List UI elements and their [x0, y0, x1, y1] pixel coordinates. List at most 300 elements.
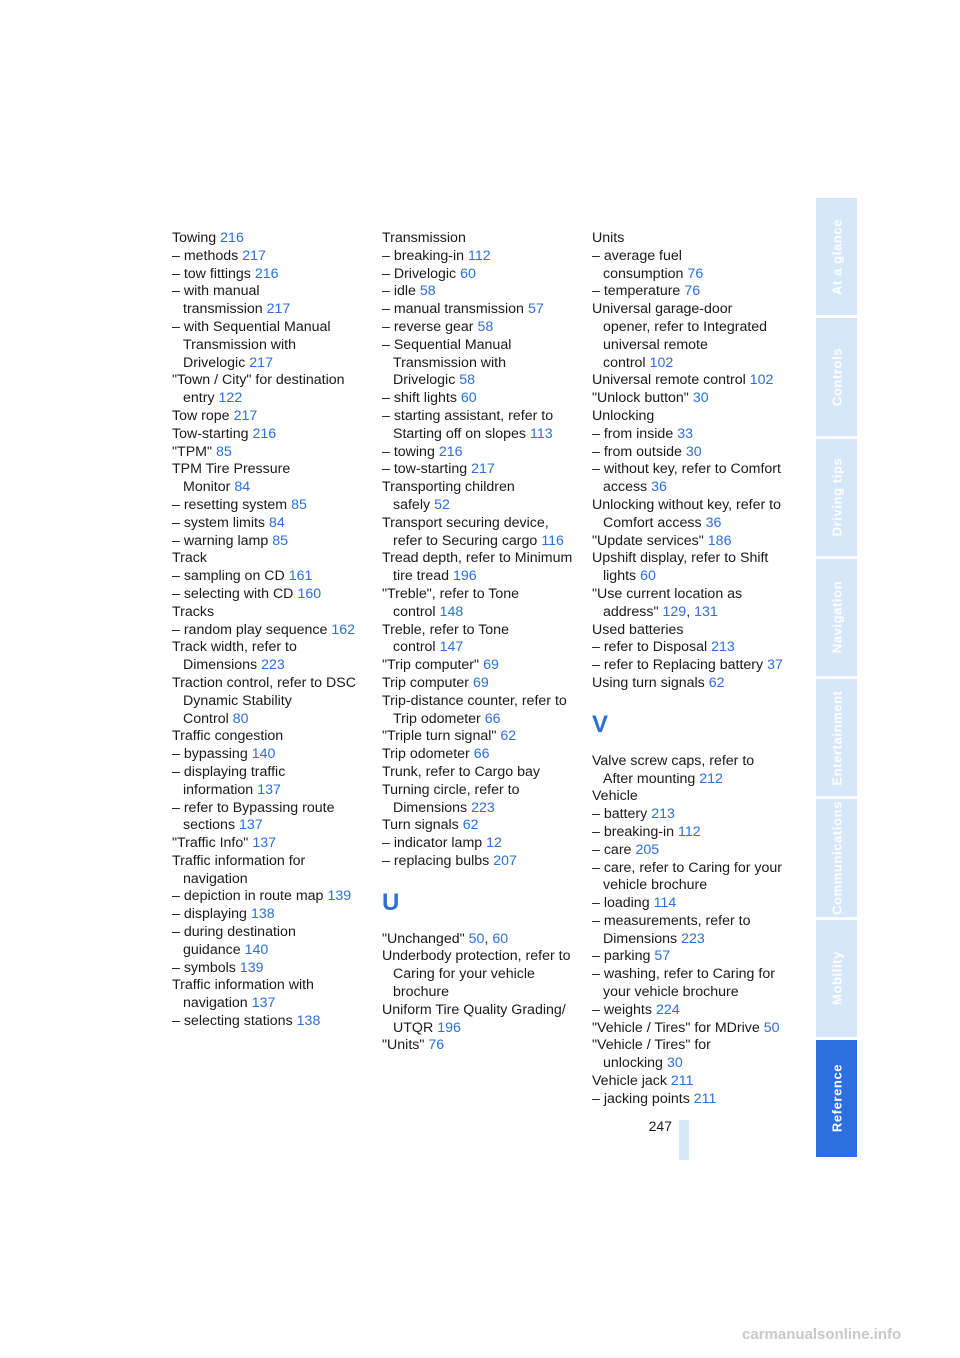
page-link[interactable]: 147 [439, 639, 464, 656]
index-column-2 [382, 230, 582, 1055]
entry-text: – with manual [172, 283, 260, 300]
page-link[interactable]: 137 [239, 817, 263, 834]
entry-text: – refer to Disposal [592, 639, 708, 656]
page-link[interactable]: 30 [692, 390, 709, 407]
entry-text: consumption [603, 265, 684, 282]
page-link[interactable]: 58 [419, 283, 436, 300]
index-entry [172, 461, 372, 497]
page-link[interactable]: 85 [291, 496, 307, 513]
entry-text: Unlocking without key, refer to [592, 496, 781, 513]
entry-text: – reverse gear [382, 318, 474, 335]
entry-text: universal remote [603, 336, 708, 353]
index-entry [382, 931, 582, 949]
index-entry [592, 301, 792, 372]
index-entry [382, 586, 582, 622]
page-link[interactable]: 224 [655, 1001, 680, 1018]
entry-text: transmission [183, 301, 263, 318]
section-letter: V [592, 710, 609, 738]
entry-text: – tow fittings [172, 265, 251, 282]
tab-navigation[interactable] [816, 559, 857, 676]
index-entry [382, 515, 582, 551]
entry-text: entry [183, 390, 215, 407]
page-number-bar [679, 1120, 689, 1160]
index-entry [382, 693, 582, 729]
page-separator: , [484, 930, 489, 947]
index-entry [382, 728, 582, 746]
page-link[interactable]: 137 [252, 835, 276, 852]
page-link[interactable]: 217 [249, 354, 273, 371]
page-link[interactable]: 76 [687, 265, 704, 282]
entry-text: Units [592, 230, 625, 246]
page-link[interactable]: 211 [693, 1090, 717, 1107]
index-entry [172, 675, 372, 728]
page-link[interactable]: 213 [651, 806, 675, 823]
index-entry [172, 319, 372, 372]
entry-text: "Triple turn signal" [382, 728, 497, 745]
page-link[interactable]: 37 [767, 657, 783, 674]
index-entry [592, 913, 792, 949]
index-entry [382, 622, 582, 658]
index-entry [592, 248, 792, 284]
index-entry [172, 533, 372, 551]
entry-text: – from outside [592, 443, 682, 460]
tab-label: Entertainment [829, 690, 844, 786]
index-entry [172, 586, 372, 604]
page-link[interactable]: 52 [434, 496, 450, 513]
page-link[interactable]: 186 [707, 532, 732, 549]
tab-driving-tips[interactable] [816, 439, 857, 556]
page-link[interactable]: 216 [254, 265, 279, 282]
page-link[interactable]: 217 [266, 301, 291, 318]
tab-controls[interactable] [816, 318, 857, 435]
entry-text: control [603, 354, 646, 371]
index-entry [172, 977, 372, 1013]
index-column-1 [172, 230, 372, 1031]
tab-label: Controls [829, 347, 844, 406]
entry-text: – with Sequential Manual [172, 318, 331, 335]
tab-label: Mobility [829, 951, 844, 1006]
entry-text: safely [393, 496, 431, 513]
index-entry [382, 1002, 582, 1038]
entry-text: – average fuel [592, 247, 682, 264]
page-link[interactable]: 60 [460, 265, 476, 282]
entry-text: Trunk, refer to Cargo bay [382, 763, 540, 780]
entry-text: – during destination [172, 924, 296, 941]
tab-label: Navigation [829, 581, 844, 654]
entry-text: Starting off on slopes [393, 425, 527, 442]
entry-text: "Vehicle / Tires" for MDrive [592, 1019, 760, 1036]
entry-text: After mounting [603, 770, 696, 787]
entry-text: Tracks [172, 603, 215, 620]
index-entry [382, 657, 582, 675]
entry-text: Comfort access [603, 514, 702, 531]
page-link[interactable]: 66 [484, 710, 501, 727]
entry-text: – resetting system [172, 496, 288, 513]
entry-text: "Traffic Info" [172, 835, 249, 852]
index-entry [382, 675, 582, 693]
entry-text: – refer to Bypassing route [172, 799, 335, 816]
tab-at-a-glance[interactable] [816, 198, 857, 315]
page-link[interactable]: 196 [453, 568, 477, 585]
page-link[interactable]: 102 [649, 354, 674, 371]
page-link[interactable]: 76 [428, 1037, 445, 1054]
page-link[interactable]: 60 [492, 930, 509, 947]
page-link[interactable]: 58 [477, 318, 494, 335]
index-entry [592, 824, 792, 842]
entry-text: Traffic information for [172, 852, 306, 869]
entry-text: information [183, 781, 254, 798]
index-entry [592, 657, 792, 675]
index-entry [172, 853, 372, 889]
index-entry [172, 924, 372, 960]
page-link[interactable]: 30 [685, 443, 702, 460]
entry-text: control [393, 603, 436, 620]
index-entry [172, 515, 372, 533]
index-entry [172, 622, 372, 640]
page-link[interactable]: 122 [218, 390, 243, 407]
page-link[interactable]: 212 [699, 770, 723, 787]
entry-text: – refer to Replacing battery [592, 657, 764, 674]
entry-text: Unlocking [592, 407, 655, 424]
page-link[interactable]: 131 [694, 603, 718, 620]
index-entry [382, 266, 582, 284]
entry-text: address" [603, 603, 659, 620]
page-link[interactable]: 62 [500, 728, 517, 745]
index-entry [172, 888, 372, 906]
entry-text: – towing [382, 443, 435, 460]
index-entry [172, 1013, 372, 1031]
entry-text: "Units" [382, 1037, 425, 1054]
page-link[interactable]: 162 [331, 621, 356, 638]
index-entry [382, 550, 582, 586]
entry-text: – loading [592, 895, 650, 912]
page-link[interactable]: 129 [662, 603, 687, 620]
page-link[interactable]: 138 [296, 1013, 321, 1030]
index-entry [172, 800, 372, 836]
chapter-tabs [816, 198, 857, 1160]
entry-text: Upshift display, refer to Shift [592, 550, 769, 567]
index-entry [382, 746, 582, 764]
index-entry [172, 248, 372, 266]
tab-label: Communications [829, 800, 844, 915]
page-link[interactable]: 112 [468, 247, 491, 264]
index-entry [172, 230, 372, 248]
entry-text: Dimensions [393, 799, 468, 816]
index-entry [592, 948, 792, 966]
page-link[interactable]: 217 [242, 247, 266, 264]
entry-text: sections [183, 817, 236, 834]
index-entry [172, 906, 372, 924]
page-link[interactable]: 223 [261, 657, 285, 674]
tab-label: Reference [829, 1064, 844, 1133]
tab-mobility[interactable] [816, 920, 857, 1037]
tab-reference[interactable] [816, 1040, 857, 1157]
index-entry [592, 639, 792, 657]
index-entry [592, 533, 792, 551]
entry-text: Drivelogic [393, 372, 456, 389]
entry-text: Dimensions [183, 657, 258, 674]
entry-text: – care, refer to Caring for your [592, 859, 783, 876]
index-entry [592, 675, 792, 693]
entry-text: – measurements, refer to [592, 912, 751, 929]
entry-text: – shift lights [382, 390, 457, 407]
page-link[interactable]: 76 [684, 283, 701, 300]
entry-text: – random play sequence [172, 621, 328, 638]
index-entry [172, 639, 372, 675]
entry-text: – bypassing [172, 746, 248, 763]
entry-text: Towing [172, 230, 217, 246]
index-entry [172, 604, 372, 622]
index-entry [592, 842, 792, 860]
entry-text: – starting assistant, refer to [382, 407, 554, 424]
index-entry [592, 390, 792, 408]
entry-text: Traffic information with [172, 977, 314, 994]
index-entry [172, 550, 372, 568]
entry-text: your vehicle brochure [603, 984, 739, 1001]
entry-text: UTQR [393, 1019, 434, 1036]
page-link[interactable]: 36 [651, 479, 667, 496]
index-entry [382, 230, 582, 248]
index-entry [382, 948, 582, 1001]
entry-text: – weights [592, 1001, 652, 1018]
page-link[interactable]: 12 [486, 835, 502, 852]
entry-text: Traffic congestion [172, 728, 284, 745]
page-link[interactable]: 216 [438, 443, 463, 460]
entry-text: "Update services" [592, 532, 704, 549]
page-link[interactable]: 139 [239, 959, 264, 976]
page-link[interactable]: 69 [473, 674, 489, 691]
index-entry [592, 753, 792, 789]
entry-text: "Trip computer" [382, 657, 480, 674]
index-entry [172, 266, 372, 284]
index-entry [172, 835, 372, 853]
index-entry [592, 283, 792, 301]
entry-text: – from inside [592, 425, 674, 442]
page-link[interactable]: 217 [233, 407, 258, 424]
page-link[interactable]: 213 [711, 639, 735, 656]
page-link[interactable]: 69 [483, 657, 499, 674]
entry-text: brochure [393, 984, 449, 1001]
index-entry [592, 895, 792, 913]
index-entry [592, 461, 792, 497]
entry-text: – idle [382, 283, 416, 300]
index-entry [592, 426, 792, 444]
page-link[interactable]: 50 [468, 930, 485, 947]
entry-text: navigation [183, 870, 248, 887]
entry-text: guidance [183, 941, 241, 958]
page-link[interactable]: 57 [654, 948, 671, 965]
entry-text: – temperature [592, 283, 681, 300]
entry-text: "Use current location as [592, 585, 743, 602]
entry-text: – selecting with CD [172, 585, 294, 602]
entry-text: refer to Securing cargo [393, 532, 538, 549]
entry-text: – methods [172, 247, 239, 264]
entry-text: lights [603, 568, 637, 585]
page-link[interactable]: 223 [681, 930, 705, 947]
tab-entertainment[interactable] [816, 679, 857, 796]
entry-text: Vehicle jack [592, 1073, 667, 1090]
index-entry [382, 444, 582, 462]
entry-text: – replacing bulbs [382, 852, 490, 869]
page-link[interactable]: 140 [251, 746, 276, 763]
page-link[interactable]: 85 [272, 532, 288, 549]
index-entry [382, 853, 582, 871]
entry-text: Dynamic Stability [183, 692, 292, 709]
index-entry [592, 860, 792, 896]
entry-text: – tow-starting [382, 461, 468, 478]
index-entry [592, 966, 792, 1002]
entry-text: Trip computer [382, 674, 469, 691]
entry-text: – indicator lamp [382, 835, 483, 852]
index-entry [172, 728, 372, 746]
index-entry [382, 817, 582, 835]
entry-text: Transmission with [183, 336, 297, 353]
index-entry [592, 1020, 792, 1038]
entry-text: Tow-starting [172, 425, 249, 442]
index-entry [172, 426, 372, 444]
entry-text: Used batteries [592, 621, 684, 638]
entry-text: Transmission [382, 230, 466, 246]
section-letter: U [382, 888, 400, 916]
entry-text: Trip odometer [382, 746, 470, 763]
page-link[interactable]: 216 [220, 230, 244, 246]
page-link[interactable]: 36 [705, 514, 722, 531]
page-link[interactable]: 62 [708, 674, 725, 691]
page-number: 247 [648, 1118, 672, 1134]
entry-text: Dimensions [603, 930, 678, 947]
entry-text: Caring for your vehicle [393, 966, 535, 983]
index-entry [592, 372, 792, 390]
page-link[interactable]: 216 [252, 425, 277, 442]
index-entry [382, 764, 582, 782]
entry-text: Turning circle, refer to [382, 781, 520, 798]
entry-text: "Treble", refer to Tone [382, 585, 520, 602]
page-link[interactable]: 140 [244, 941, 269, 958]
entry-text: Universal remote control [592, 372, 746, 389]
entry-text: – breaking-in [382, 247, 465, 264]
entry-text: – Drivelogic [382, 265, 457, 282]
entry-text: unlocking [603, 1055, 663, 1072]
page-separator: , [686, 603, 691, 620]
page-link[interactable]: 60 [640, 568, 656, 585]
entry-text: – manual transmission [382, 301, 524, 318]
watermark: carmanualsonline.info [742, 1326, 902, 1343]
page-link[interactable]: 137 [257, 781, 281, 798]
index-entry [382, 479, 582, 515]
index-entry [592, 788, 792, 806]
page-link[interactable]: 211 [670, 1073, 694, 1090]
entry-text: access [603, 479, 648, 496]
tab-communications[interactable] [816, 799, 857, 916]
page-link[interactable]: 207 [493, 852, 517, 869]
page-link[interactable]: 58 [459, 372, 476, 389]
entry-text: Transport securing device, [382, 514, 549, 531]
page-link[interactable]: 84 [269, 514, 285, 531]
page-link[interactable]: 62 [462, 817, 479, 834]
entry-text: Transmission with [393, 354, 507, 371]
index-entry [172, 444, 372, 462]
index-entry [592, 1002, 792, 1020]
index-entry [592, 1037, 792, 1073]
index-entry [382, 248, 582, 266]
entry-text: – breaking-in [592, 823, 675, 840]
index-entry [172, 960, 372, 978]
page-link[interactable]: 148 [439, 603, 464, 620]
page-link[interactable]: 85 [216, 443, 232, 460]
entry-text: Universal garage-door [592, 301, 733, 318]
page-link[interactable]: 50 [763, 1019, 780, 1036]
page-link[interactable]: 60 [460, 390, 477, 407]
page-link[interactable]: 102 [749, 372, 774, 389]
index-entry [382, 390, 582, 408]
entry-text: – care [592, 841, 632, 858]
page-link[interactable]: 223 [471, 799, 495, 816]
page-link[interactable]: 66 [473, 746, 490, 763]
page-link[interactable]: 139 [327, 888, 352, 905]
entry-text: control [393, 639, 436, 656]
tab-label: At a glance [829, 218, 844, 295]
page-link[interactable]: 57 [527, 301, 544, 318]
entry-text: "Unlock button" [592, 390, 689, 407]
index-entry [172, 764, 372, 800]
entry-text: – sampling on CD [172, 568, 285, 585]
page-link[interactable]: 30 [666, 1055, 683, 1072]
index-entry [592, 806, 792, 824]
page-link[interactable]: 113 [530, 425, 553, 442]
page-link[interactable]: 137 [251, 995, 276, 1012]
entry-text: Monitor [183, 479, 231, 496]
page-link[interactable]: 114 [653, 895, 677, 912]
entry-text: – displaying traffic [172, 763, 286, 780]
index-entry [592, 1091, 792, 1109]
page-link[interactable]: 112 [678, 823, 701, 840]
page-link[interactable]: 138 [250, 906, 275, 923]
entry-text: Tow rope [172, 407, 230, 424]
index-entry [172, 408, 372, 426]
index-entry [382, 301, 582, 319]
index-entry [172, 568, 372, 586]
index-entry [382, 1037, 582, 1055]
page-link[interactable]: 217 [471, 461, 495, 478]
entry-text: – symbols [172, 959, 236, 976]
page-link[interactable]: 80 [232, 710, 249, 727]
index-column-3 [592, 230, 792, 1109]
index-entry [382, 461, 582, 479]
page-link[interactable]: 84 [234, 479, 251, 496]
index-entry [382, 782, 582, 818]
entry-text: vehicle brochure [603, 877, 708, 894]
page-link[interactable]: 116 [541, 532, 564, 549]
entry-text: tire tread [393, 568, 449, 585]
index-entry [172, 372, 372, 408]
entry-text: Uniform Tire Quality Grading/ [382, 1001, 566, 1018]
page-link[interactable]: 205 [635, 841, 660, 858]
entry-text: Using turn signals [592, 674, 705, 691]
entry-text: – Sequential Manual [382, 336, 512, 353]
entry-text: – warning lamp [172, 532, 269, 549]
page-link[interactable]: 33 [677, 425, 693, 442]
page-link[interactable]: 196 [437, 1019, 461, 1036]
page-link[interactable]: 160 [297, 585, 322, 602]
index-entry [592, 497, 792, 533]
entry-text: – system limits [172, 514, 266, 531]
page-link[interactable]: 161 [288, 568, 313, 585]
index-entry [592, 1073, 792, 1091]
entry-text: Control [183, 710, 229, 727]
entry-text: – washing, refer to Caring for [592, 966, 775, 983]
entry-text: – jacking points [592, 1090, 690, 1107]
entry-text: "Vehicle / Tires" for [592, 1037, 711, 1054]
